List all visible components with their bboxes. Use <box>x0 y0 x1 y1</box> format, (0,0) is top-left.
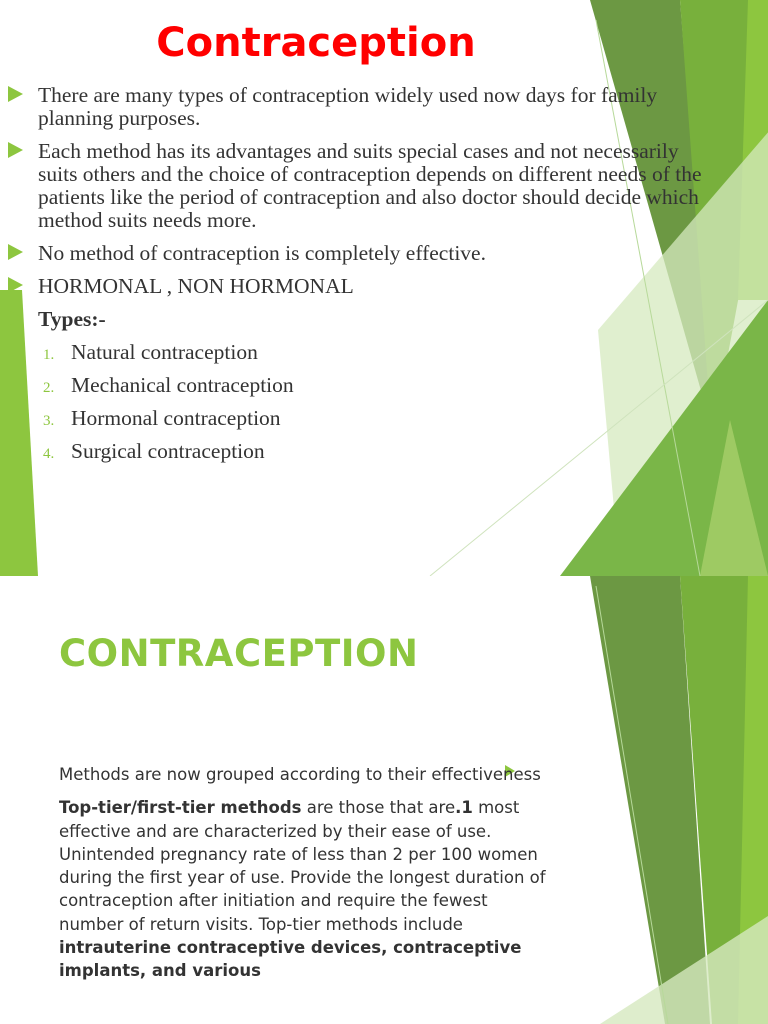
bullet-text: HORMONAL , NON HORMONAL <box>38 274 354 298</box>
bullet-arrow-icon <box>8 277 23 293</box>
top-tier-methods: intrauterine contraceptive devices, contraceptive implants, and various <box>59 938 522 981</box>
bullet-item <box>8 275 708 298</box>
item-text: Mechanical contraception <box>71 373 294 397</box>
top-tier-description: most effective and are characterized by their ease of use. Unintended pregnancy rate of less than 2 per 100 women during the first year of use. Provide the longest duration of contraception after initiation and require the fewest number of return visits. Top-tier methods include <box>59 798 546 934</box>
slide-2 <box>0 576 768 1024</box>
bullet-item <box>8 84 708 130</box>
bullet-text: Each method has its advantages and suits special cases and not necessarily suits others and the choice of contraception depends on different needs of the patients like the period of contraception and also doctor should decide which method suits needs more. <box>38 139 702 232</box>
item-number: 1. <box>43 347 55 363</box>
bullet-text: There are many types of contraception widely used now days for family planning purposes. <box>38 83 658 130</box>
item-text: Hormonal contraception <box>71 406 281 430</box>
item-text: Natural contraception <box>71 340 258 364</box>
slide-title: Contraception <box>156 20 476 66</box>
item-number: 3. <box>43 413 55 429</box>
bullet-item <box>8 242 708 265</box>
slide-body <box>59 763 549 993</box>
numbered-item <box>8 440 708 463</box>
numbered-item <box>8 374 708 397</box>
top-tier-heading: Top-tier/first-tier methods <box>59 798 302 818</box>
intro-text: Methods are now grouped according to their effectiveness <box>59 765 541 784</box>
bullet-arrow-icon <box>8 310 23 326</box>
types-label: Types:- <box>38 307 106 331</box>
slide-title: CONTRACEPTION <box>59 632 419 675</box>
top-tier-number: .1 <box>455 798 473 818</box>
numbered-item <box>8 407 708 430</box>
top-tier-text: are those that are <box>301 798 456 818</box>
bullet-item <box>8 140 708 232</box>
bullet-arrow-icon <box>8 244 23 260</box>
bullet-text: No method of contraception is completely effective. <box>38 241 486 265</box>
bullet-arrow-icon <box>8 86 23 102</box>
bullet-arrow-icon <box>8 142 23 158</box>
item-text: Surgical contraception <box>71 439 265 463</box>
item-number: 2. <box>43 380 55 396</box>
top-tier-paragraph <box>59 796 549 982</box>
numbered-item <box>8 341 708 364</box>
slide-body <box>8 84 708 473</box>
bullet-item-types <box>8 308 708 331</box>
item-number: 4. <box>43 446 55 462</box>
